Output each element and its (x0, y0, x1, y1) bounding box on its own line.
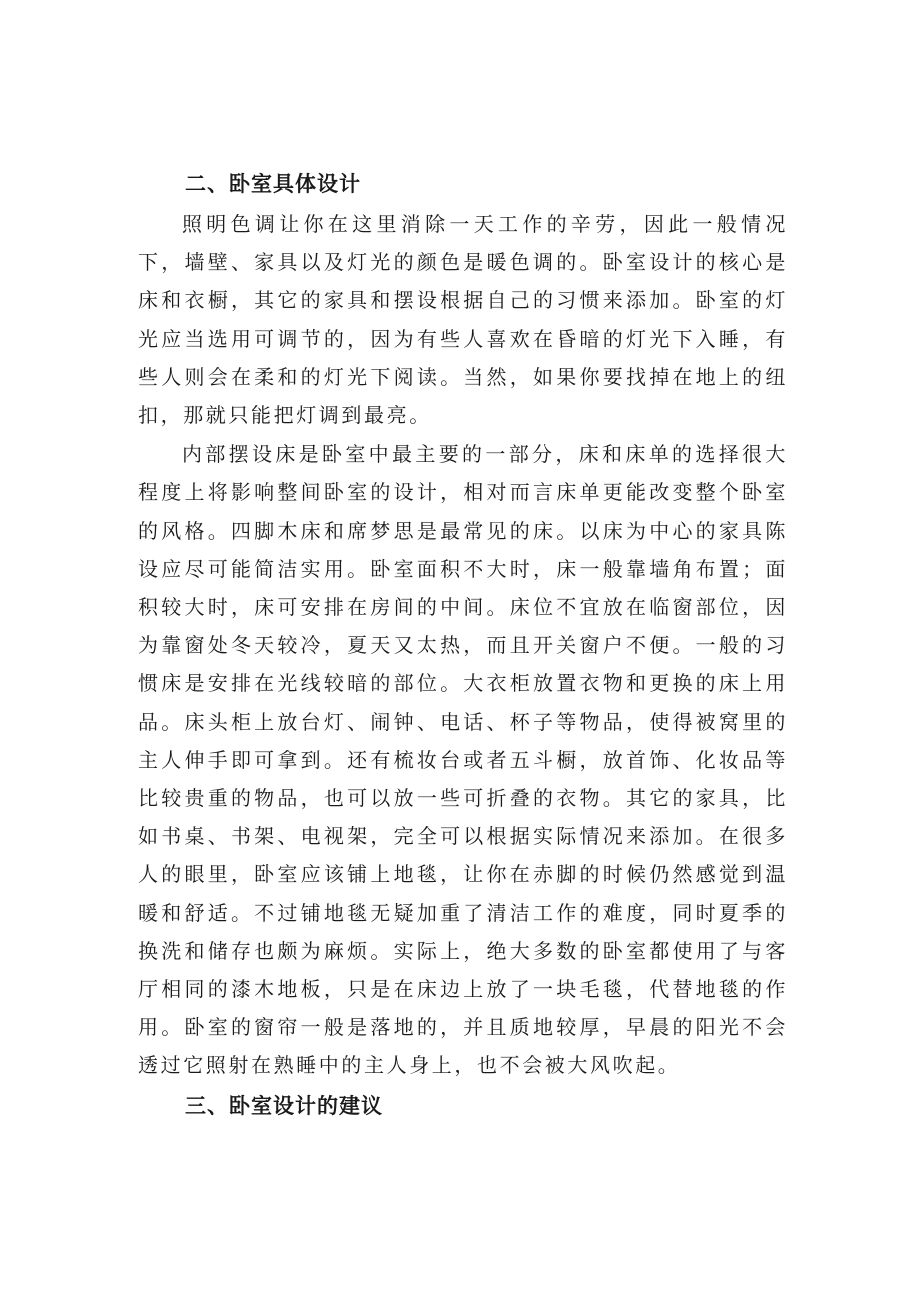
paragraph-furnishing: 内部摆设床是卧室中最主要的一部分，床和床单的选择很大程度上将影响整间卧室的设计，相对而言床单更能改变整个卧室的风格。四脚木床和席梦思是最常见的床。以床为中心的家具陈设应尽可能简洁实用。卧室面积不大时，床一般靠墙角布置；面积较大时，床可安排在房间的中间。床位不宜放在临窗部位，因为靠窗处冬天较冷，夏天又太热，而且开关窗户不便。一般的习惯床是安排在光线较暗的部位。大衣柜放置衣物和更换的床上用品。床头柜上放台灯、闹钟、电话、杯子等物品，使得被窝里的主人伸手即可拿到。还有梳妆台或者五斗橱，放首饰、化妆品等比较贵重的物品，也可以放一些可折叠的衣物。其它的家具，比如书桌、书架、电视架，完全可以根据实际情况来添加。在很多人的眼里，卧室应该铺上地毯，让你在赤脚的时候仍然感觉到温暖和舒适。不过铺地毯无疑加重了清洁工作的难度，同时夏季的换洗和储存也颇为麻烦。实际上，绝大多数的卧室都使用了与客厅相同的漆木地板，只是在床边上放了一块毛毯，代替地毯的作用。卧室的窗帘一般是落地的，并且质地较厚，早晨的阳光不会透过它照射在熟睡中的主人身上，也不会被大风吹起。 (138, 442, 788, 1078)
paragraph-lighting: 照明色调让你在这里消除一天工作的辛劳，因此一般情况下，墙壁、家具以及灯光的颜色是暖色调的。卧室设计的核心是床和衣橱，其它的家具和摆设根据自己的习惯来添加。卧室的灯光应当选用可调节的，因为有些人喜欢在昏暗的灯光下入睡，有些人则会在柔和的灯光下阅读。当然，如果你要找掉在地上的纽扣，那就只能把灯调到最亮。 (138, 212, 788, 428)
section-heading-bedroom-design: 二、卧室具体设计 (185, 171, 361, 196)
section-heading-suggestions: 三、卧室设计的建议 (185, 1092, 383, 1118)
document-body (138, 165, 788, 1125)
